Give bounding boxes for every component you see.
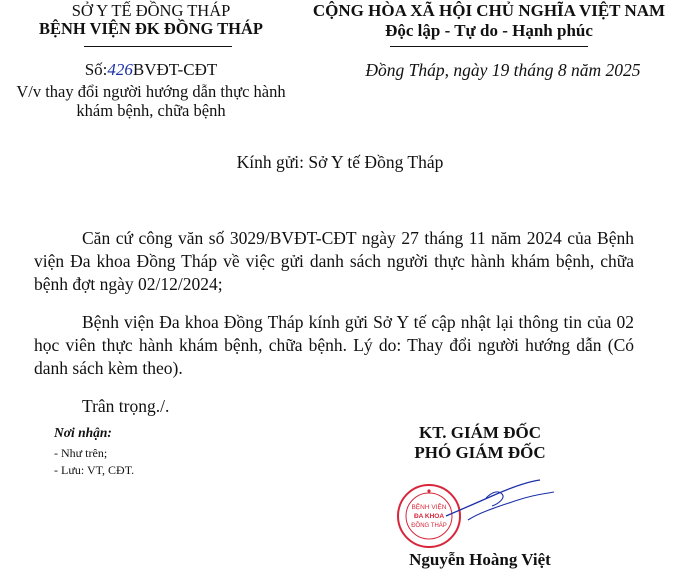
seal-star-dot [427,489,430,492]
country-name: CỘNG HÒA XÃ HỘI CHỦ NGHĨA VIỆT NAM [312,1,666,20]
signer-name: Nguyễn Hoàng Việt [409,550,551,569]
doc-number-prefix: Số: [84,60,108,79]
body-paragraph-1: Căn cứ công văn số 3029/BVĐT-CĐT ngày 27 tháng 11 năm 2024 của Bệnh viện Đa khoa Đồng Tháp về việc gửi danh sách người thực hành khám bệnh, chữa bệnh đợt ngày 02/12/2024; [34,228,634,294]
department-name: SỞ Y TẾ ĐỒNG THÁP [71,1,231,20]
recipient-line: Kính gửi: Sở Y tế Đồng Tháp [236,152,444,172]
place-and-date: Đồng Tháp, ngày 19 tháng 8 năm 2025 [365,60,641,80]
body-paragraph-2: Bệnh viện Đa khoa Đồng Tháp kính gửi Sở Y tế cập nhật lại thông tin của 02 học viên thực hành khám bệnh, chữa bệnh. Lý do: Thay đổi người hướng dẫn (Có danh sách kèm theo). [34,312,634,378]
hospital-name: BỆNH VIỆN ĐK ĐỒNG THÁP [38,19,263,38]
closing-line: Trân trọng./. [82,396,170,416]
signature-title-1: KT. GIÁM ĐỐC [419,423,541,442]
seal-text-line-2: ĐA KHOA [413,513,445,520]
body-text [34,227,634,418]
recipients-item-2: - Lưu: VT, CĐT. [54,463,135,477]
doc-number-handwritten: 426 [107,60,133,79]
national-motto: Độc lập - Tự do - Hạnh phúc [385,21,593,40]
doc-number-suffix: BVĐT-CĐT [132,60,218,79]
handwritten-signature [440,476,560,536]
document-number [0,60,302,80]
seal-text-line-1: BỆNH VIỆN [411,504,447,511]
subject-line-1: V/v thay đổi người hướng dẫn thực hành [16,82,286,101]
recipients-item-1: - Như trên; [54,446,108,460]
signature-title-2: PHÓ GIÁM ĐỐC [414,443,546,462]
motto-underline [390,46,588,47]
subject-line-2: khám bệnh, chữa bệnh [76,101,226,120]
recipients-title: Nơi nhận: [54,425,112,440]
seal-text-line-3: ĐỒNG THÁP [411,523,447,529]
left-header-rule [84,46,232,47]
